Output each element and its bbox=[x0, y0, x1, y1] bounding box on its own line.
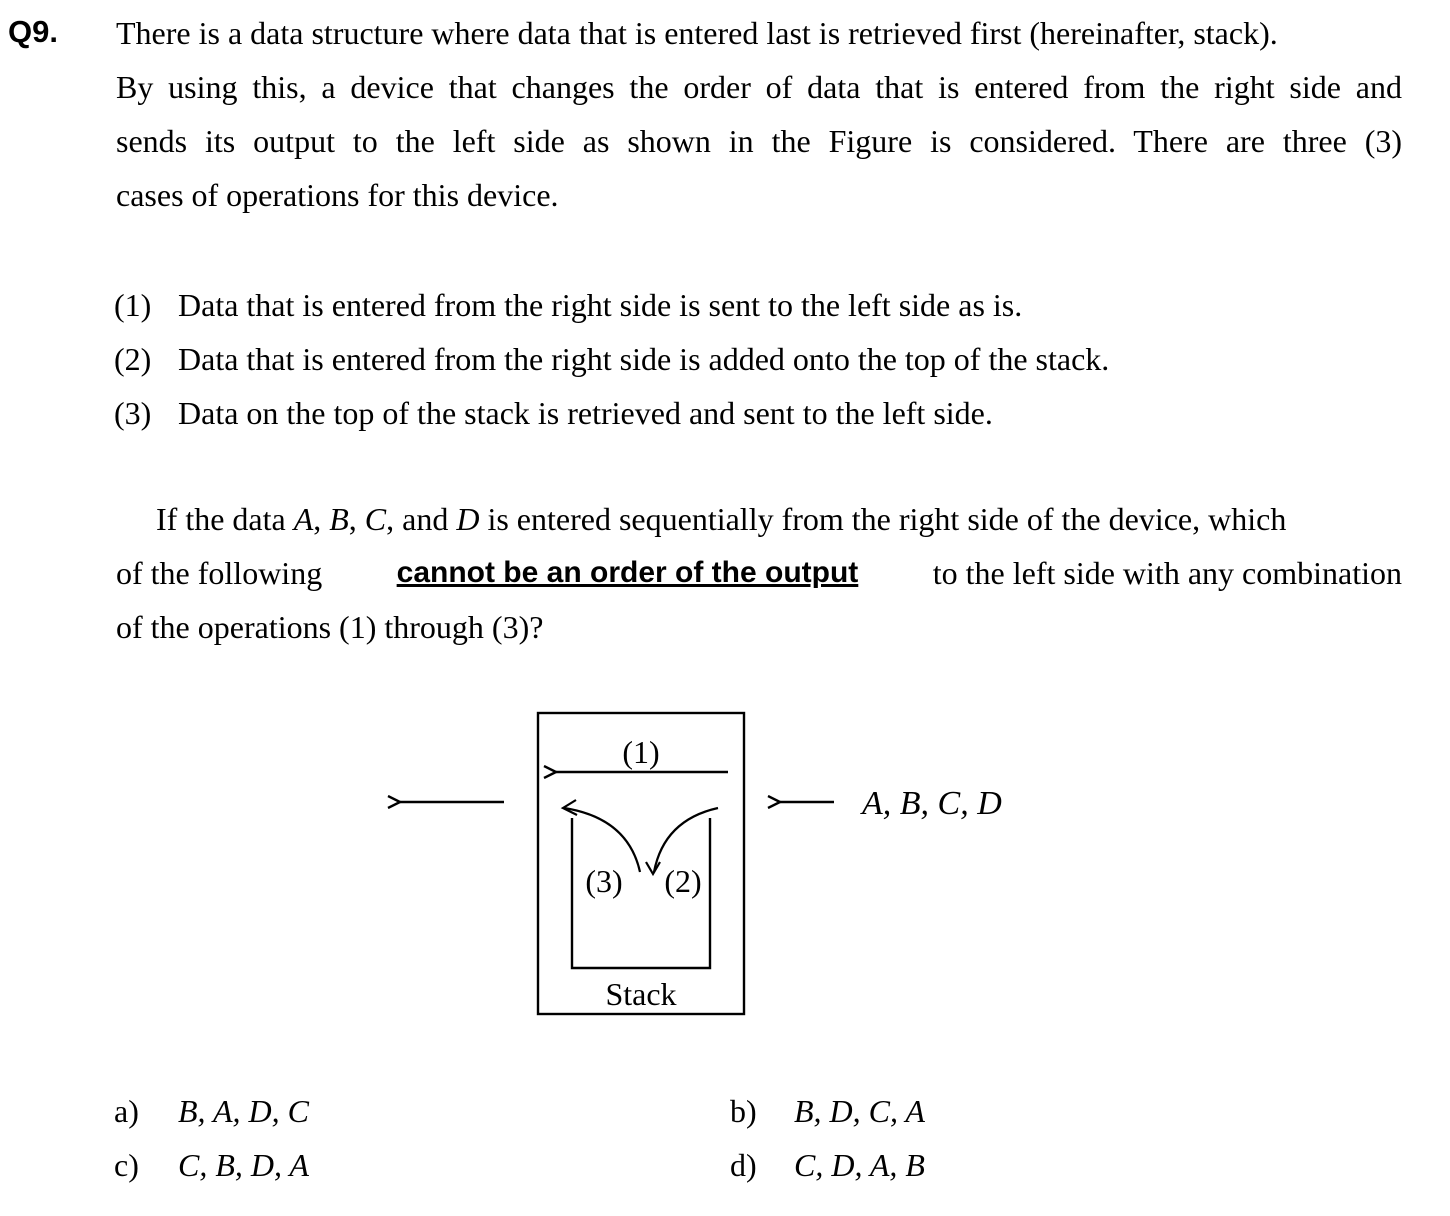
operation-item bbox=[114, 278, 1109, 332]
choice-d[interactable] bbox=[730, 1138, 925, 1192]
op3-arrowhead-icon bbox=[563, 800, 577, 815]
operation-number: (1) bbox=[114, 287, 152, 323]
operation-number: (3) bbox=[114, 395, 152, 431]
choice-text: B, D, C, A bbox=[794, 1093, 925, 1129]
stack-device-figure bbox=[0, 690, 1450, 1030]
question-prompt bbox=[116, 492, 1402, 654]
choice-letter: a) bbox=[114, 1093, 139, 1129]
prompt-emphasis: cannot be an order of the output bbox=[396, 556, 859, 589]
prompt-line-1-text: If the data A, B, C, and D is entered sequentially from the right side of the device, which bbox=[156, 501, 1287, 537]
question-number: Q9. bbox=[8, 14, 58, 49]
choice-letter: d) bbox=[730, 1147, 757, 1183]
prompt-line-2: of the following cannot be an order of the output to the left side with any combination bbox=[116, 546, 1402, 600]
var-a: A bbox=[293, 501, 314, 537]
op1-label: (1) bbox=[622, 734, 660, 770]
operation-item bbox=[114, 332, 1109, 386]
operation-list bbox=[114, 278, 1109, 440]
op2-arrowhead-icon bbox=[646, 862, 660, 874]
choice-b[interactable] bbox=[730, 1084, 925, 1138]
intro-line-2: By using this, a device that changes the order of data that is entered from the right side and bbox=[116, 69, 1402, 105]
question-intro bbox=[116, 6, 1402, 222]
choice-c[interactable] bbox=[114, 1138, 309, 1192]
choice-letter: b) bbox=[730, 1093, 757, 1129]
intro-line-4: cases of operations for this device. bbox=[116, 177, 559, 213]
stack-label: Stack bbox=[605, 976, 677, 1012]
intro-line-1: There is a data structure where data that is entered last is retrieved first (hereinafter, stack). bbox=[116, 15, 1278, 51]
choice-a[interactable] bbox=[114, 1084, 309, 1138]
operation-text: Data that is entered from the right side is sent to the left side as is. bbox=[178, 287, 1023, 323]
op3-label: (3) bbox=[585, 863, 623, 899]
choice-text: C, B, D, A bbox=[178, 1147, 309, 1183]
operation-item bbox=[114, 386, 1109, 440]
choice-letter: c) bbox=[114, 1147, 139, 1183]
var-d: D bbox=[456, 501, 480, 537]
prompt-line-3: of the operations (1) through (3)? bbox=[116, 609, 544, 645]
operation-number: (2) bbox=[114, 341, 152, 377]
operation-text: Data on the top of the stack is retrieved and sent to the left side. bbox=[178, 395, 993, 431]
choice-text: B, A, D, C bbox=[178, 1093, 309, 1129]
intro-line-3: sends its output to the left side as shown in the Figure is considered. There are three (3) bbox=[116, 123, 1402, 159]
input-label: A, B, C, D bbox=[862, 785, 1002, 822]
op2-label: (2) bbox=[664, 863, 702, 899]
operation-text: Data that is entered from the right side is added onto the top of the stack. bbox=[178, 341, 1110, 377]
var-c: C bbox=[364, 501, 387, 537]
var-b: B bbox=[329, 501, 349, 537]
choice-text: C, D, A, B bbox=[794, 1147, 925, 1183]
prompt-line-1 bbox=[116, 492, 1402, 546]
